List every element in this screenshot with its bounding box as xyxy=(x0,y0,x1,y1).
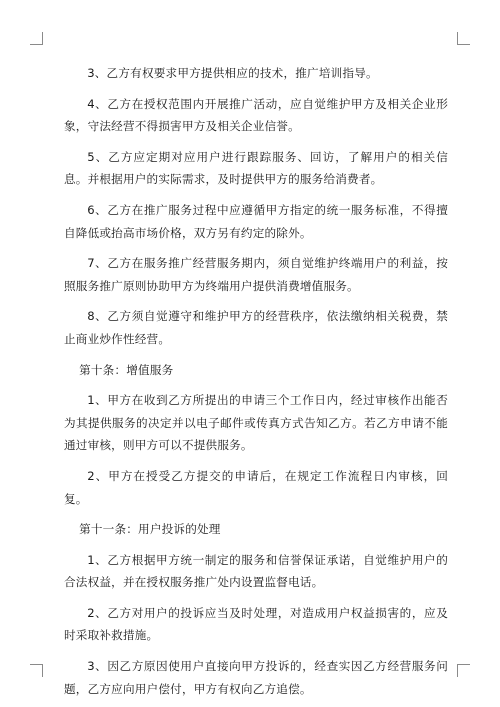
paragraph: 6、乙方在推广服务过程中应遵循甲方指定的统一服务标准，不得擅自降低或抬高市场价格，双方另有约定的除外。 xyxy=(64,202,448,240)
paragraph: 4、乙方在授权范围内开展推广活动，应自觉维护甲方及相关企业形象，守法经营不得损害甲方及相关企业信誉。 xyxy=(64,96,448,134)
crop-mark-bottom-right xyxy=(457,664,470,677)
paragraph: 2、乙方对用户的投诉应当及时处理，对造成用户权益损害的，应及时采取补救措施。 xyxy=(64,605,448,643)
paragraph: 2、甲方在授受乙方提交的申请后，在规定工作流程日内审核，回复。 xyxy=(64,468,448,506)
document-body xyxy=(64,62,448,700)
section-heading: 第十条：增值服务 xyxy=(79,362,174,377)
paragraph: 7、乙方在服务推广经营服务期内，须自觉维护终端用户的利益，按照服务推广原则协助甲方为终端用户提供消费增值服务。 xyxy=(64,256,448,293)
crop-mark-top-left xyxy=(30,32,43,45)
paragraph: 3、乙方有权要求甲方提供相应的技术，推广培训指导。 xyxy=(87,66,378,80)
paragraph: 5、乙方应定期对应用户进行跟踪服务、回访，了解用户的相关信息。并根据用户的实际需求，及时提供甲方的服务给消费者。 xyxy=(64,149,448,187)
section-heading: 第十一条：用户投诉的处理 xyxy=(79,522,221,537)
paragraph: 1、乙方根据甲方统一制定的服务和信誉保证承诺，自觉维护用户的合法权益，并在授权服务推广处内设置监督电话。 xyxy=(64,552,448,590)
paragraph: 3、因乙方原因使用户直接向甲方投诉的，经查实因乙方经营服务问题，乙方应向用户偿付，甲方有权向乙方追偿。 xyxy=(64,659,448,696)
crop-mark-bottom-left xyxy=(30,664,43,677)
crop-mark-top-right xyxy=(457,32,470,45)
paragraph: 8、乙方须自觉遵守和维护甲方的经营秩序，依法缴纳相关税费，禁止商业炒作性经营。 xyxy=(64,309,448,346)
paragraph: 1、甲方在收到乙方所提出的申请三个工作日内，经过审核作出能否为其提供服务的决定并以电子邮件或传真方式告知乙方。若乙方申请不能通过审核，则甲方可以不提供服务。 xyxy=(64,393,448,453)
